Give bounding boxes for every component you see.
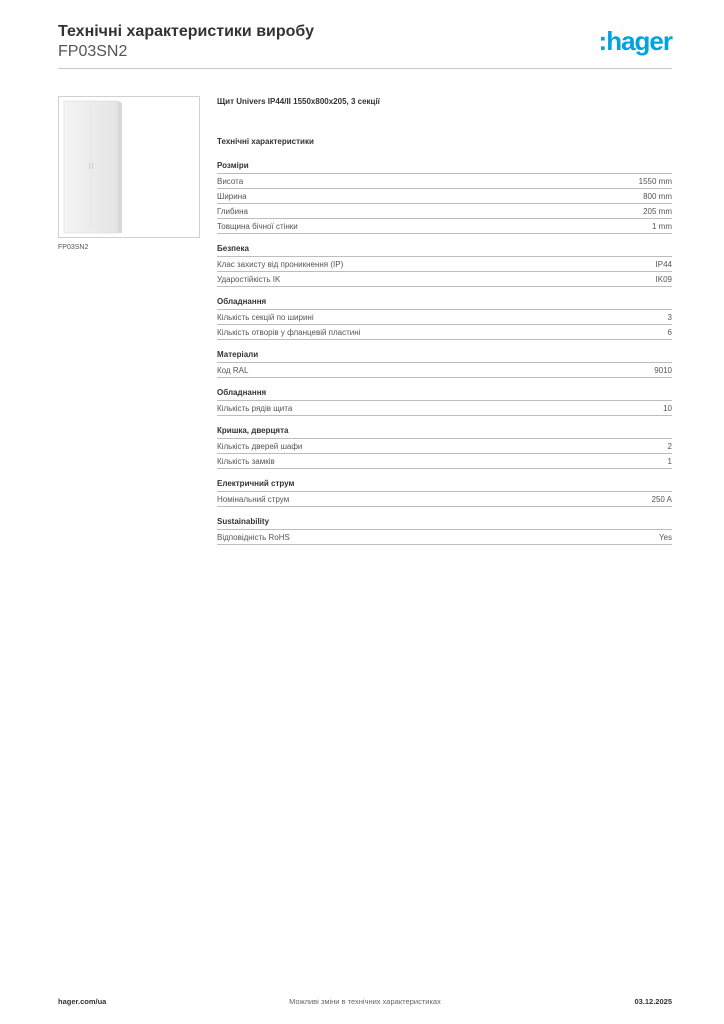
spec-label: Кількість отворів у фланцевій пластині (217, 328, 361, 337)
spec-value: 800 mm (643, 192, 672, 201)
spec-row (217, 310, 672, 325)
page-header (58, 22, 672, 62)
section-title: Обладнання (217, 387, 672, 401)
spec-section (217, 478, 672, 507)
spec-label: Кількість дверей шафи (217, 442, 303, 451)
image-caption: FP03SN2 (58, 244, 89, 251)
tech-heading: Технічні характеристики (217, 137, 314, 146)
section-title: Матеріали (217, 349, 672, 363)
spec-value: 6 (667, 328, 672, 337)
spec-row (217, 204, 672, 219)
section-title: Електричний струм (217, 478, 672, 492)
spec-label: Клас захисту від проникнення (IP) (217, 260, 344, 269)
spec-section (217, 349, 672, 378)
header-divider (58, 68, 672, 69)
spec-section (217, 387, 672, 416)
spec-row (217, 363, 672, 378)
spec-row (217, 257, 672, 272)
spec-value: 1550 mm (638, 177, 672, 186)
spec-value: 1 (667, 457, 672, 466)
spec-section (217, 160, 672, 234)
spec-label: Код RAL (217, 366, 249, 375)
spec-label: Товщина бічної стінки (217, 222, 298, 231)
spec-label: Кількість замків (217, 457, 275, 466)
spec-section (217, 516, 672, 545)
spec-section (217, 296, 672, 340)
spec-label: Ширина (217, 192, 247, 201)
spec-label: Висота (217, 177, 244, 186)
spec-label: Номінальний струм (217, 495, 290, 504)
spec-content (217, 96, 672, 554)
spec-value: 250 A (651, 495, 672, 504)
footer-website: hager.com/ua (58, 997, 107, 1006)
document-title: Технічні характеристики виробу (58, 23, 314, 40)
spec-value: 2 (667, 442, 672, 451)
spec-value: 3 (667, 313, 672, 322)
product-image-frame (58, 96, 200, 238)
spec-row (217, 174, 672, 189)
spec-row (217, 454, 672, 469)
spec-value: 1 mm (652, 222, 672, 231)
spec-row (217, 492, 672, 507)
spec-value: IK09 (655, 275, 672, 284)
spec-row (217, 530, 672, 545)
product-name: Щит Univers IP44/II 1550x800x205, 3 секції (217, 97, 380, 106)
spec-row (217, 272, 672, 287)
spec-section (217, 425, 672, 469)
spec-row (217, 439, 672, 454)
spec-row (217, 219, 672, 234)
spec-value: Yes (658, 533, 672, 542)
footer-date: 03.12.2025 (634, 997, 672, 1006)
spec-label: Глибина (217, 207, 248, 216)
section-title: Безпека (217, 243, 672, 257)
spec-value: 205 mm (643, 207, 672, 216)
spec-row (217, 401, 672, 416)
footer-disclaimer: Можливі зміни в технічних характеристиках (289, 997, 441, 1006)
spec-row (217, 325, 672, 340)
section-title: Обладнання (217, 296, 672, 310)
spec-label: Кількість рядів щита (217, 404, 293, 413)
section-title: Sustainability (217, 516, 672, 530)
spec-label: Відповідність RoHS (217, 533, 290, 542)
spec-row (217, 189, 672, 204)
spec-value: 9010 (654, 366, 672, 375)
hager-logo: :hager (598, 26, 672, 56)
spec-section (217, 243, 672, 287)
spec-value: 10 (663, 404, 672, 413)
section-title: Розміри (217, 160, 672, 174)
spec-sections (217, 160, 672, 545)
spec-value: IP44 (655, 260, 672, 269)
section-title: Кришка, дверцята (217, 425, 672, 439)
spec-label: Ударостійкість IK (217, 275, 281, 284)
product-code: FP03SN2 (58, 43, 128, 60)
spec-label: Кількість секцій по ширині (217, 313, 314, 322)
cabinet-image (59, 97, 199, 237)
